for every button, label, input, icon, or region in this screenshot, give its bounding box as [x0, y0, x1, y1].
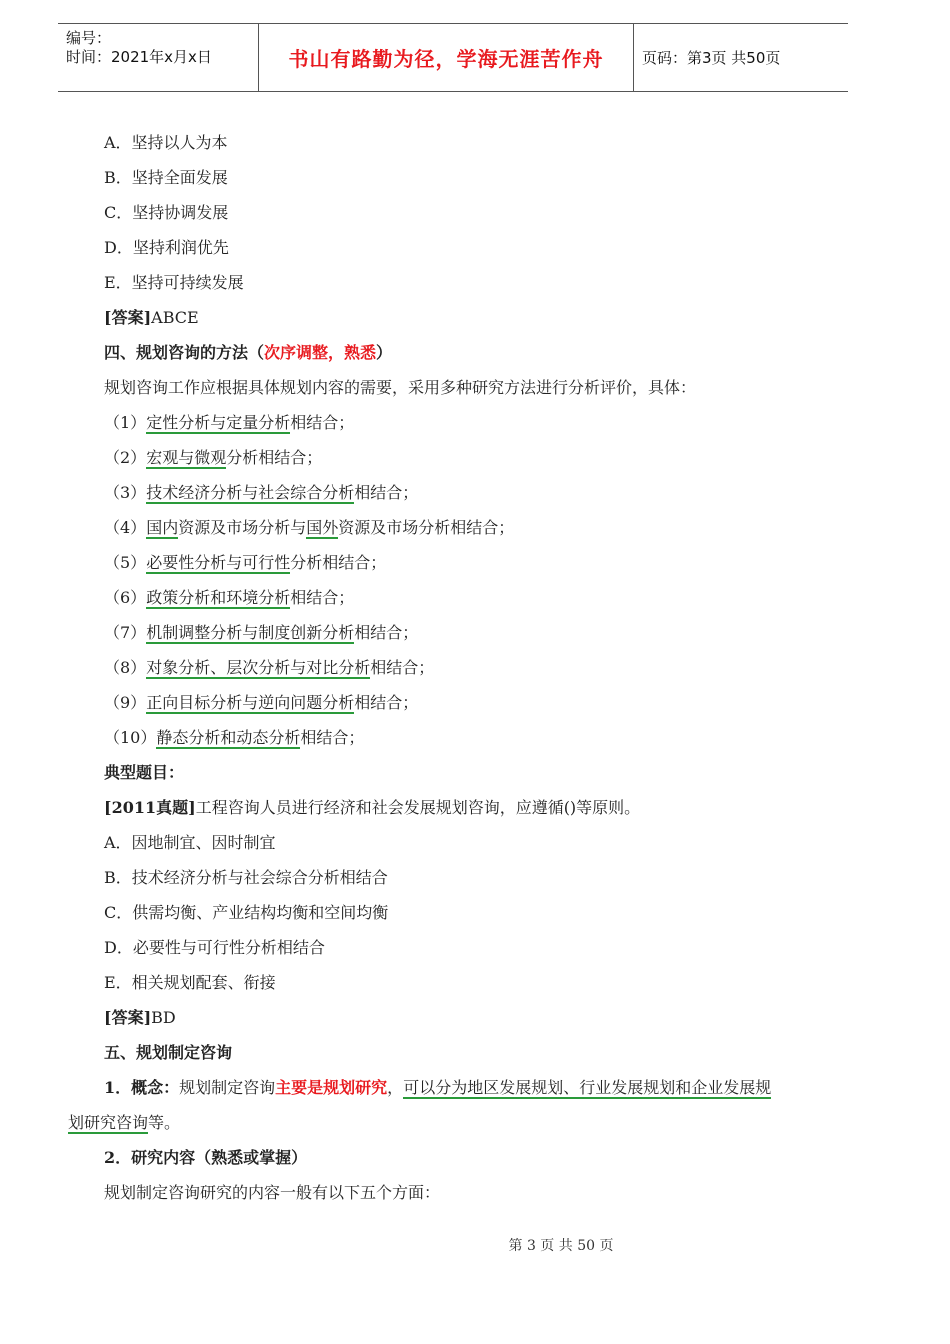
question-2011: [104, 797, 640, 819]
concept-highlight: 主要是规划研究: [275, 1078, 388, 1097]
section-5-title: 五、规划制定咨询: [104, 1043, 233, 1062]
footer-text: 第 3 页 共 50 页: [508, 1238, 614, 1254]
method-7: [104, 622, 418, 644]
method-rest: 相结合；: [370, 658, 435, 677]
q-option-b: B．技术经济分析与社会综合分析相结合: [104, 868, 388, 887]
q-option-d: D．必要性与可行性分析相结合: [104, 938, 325, 957]
method-num: （1）: [104, 413, 147, 432]
method-underlined: 必要性分析与可行性: [146, 553, 291, 572]
method-num: （10）: [104, 728, 157, 747]
page-header: [58, 23, 848, 92]
section-4-intro: 规划咨询工作应根据具体规划内容的需要，采用多种研究方法进行分析评价，具体：: [104, 378, 697, 397]
method-num: （3）: [104, 483, 147, 502]
method-num: （6）: [104, 588, 147, 607]
q-option-e: E．相关规划配套、衔接: [104, 973, 276, 992]
answer-label: [答案]: [104, 308, 152, 327]
method-8: [104, 657, 434, 679]
method-6: [104, 587, 354, 609]
method-num: （4）: [104, 518, 147, 537]
number-label: 编号：: [66, 29, 112, 47]
page-footer: [0, 1235, 950, 1255]
concept-line-2: [68, 1112, 180, 1134]
method-rest: 资源及市场分析相结合；: [338, 518, 515, 537]
concept-underlined-2: 划研究咨询: [68, 1113, 149, 1132]
typical-heading: 典型题目：: [104, 763, 185, 782]
question-tag: [2011真题]: [104, 798, 196, 817]
option-c: C．坚持协调发展: [104, 203, 229, 222]
concept-text: 规划制定咨询: [179, 1078, 276, 1097]
answer-label: [答案]: [104, 1008, 152, 1027]
answer-value: ABCE: [151, 308, 199, 327]
method-underlined: 定性分析与定量分析: [146, 413, 291, 432]
section-title-close: ）: [376, 343, 393, 362]
answer-value: BD: [151, 1008, 176, 1027]
content-intro: 规划制定咨询研究的内容一般有以下五个方面：: [104, 1183, 441, 1202]
section-4-title: [104, 342, 392, 364]
section-title-highlight: 次序调整，熟悉: [264, 343, 377, 362]
method-num: （7）: [104, 623, 147, 642]
method-num: （9）: [104, 693, 147, 712]
option-e: E．坚持可持续发展: [104, 273, 244, 292]
method-rest: 相结合；: [354, 483, 419, 502]
question-text: 工程咨询人员进行经济和社会发展规划咨询，应遵循()等原则。: [195, 798, 641, 817]
concept-underlined: 可以分为地区发展规划、行业发展规划和企业发展规: [403, 1078, 772, 1097]
time-label: 时间：2021年x月x日: [66, 48, 212, 66]
answer-1: [104, 307, 199, 329]
method-9: [104, 692, 418, 714]
method-1: [104, 412, 354, 434]
header-left-cell: [58, 24, 258, 91]
content-title: 2．研究内容（熟悉或掌握）: [104, 1148, 308, 1167]
method-underlined-2: 国外: [306, 518, 339, 537]
method-rest: 分析相结合；: [226, 448, 323, 467]
method-underlined: 政策分析和环境分析: [146, 588, 291, 607]
option-a: A．坚持以人为本: [104, 133, 228, 152]
method-rest: 相结合；: [354, 623, 419, 642]
method-rest: 相结合；: [290, 413, 355, 432]
option-b: B．坚持全面发展: [104, 168, 228, 187]
header-motto: 书山有路勤为径，学海无涯苦作舟: [258, 24, 634, 91]
answer-2: [104, 1007, 176, 1029]
method-mid: 资源及市场分析与: [178, 518, 307, 537]
method-num: （8）: [104, 658, 147, 677]
method-rest: 相结合；: [300, 728, 365, 747]
method-underlined: 技术经济分析与社会综合分析: [146, 483, 355, 502]
q-option-a: A．因地制宜、因时制宜: [104, 833, 276, 852]
method-rest: 分析相结合；: [290, 553, 387, 572]
concept-line-1: [104, 1077, 771, 1099]
option-d: D．坚持利润优先: [104, 238, 229, 257]
method-4: [104, 517, 514, 539]
method-underlined: 对象分析、层次分析与对比分析: [146, 658, 371, 677]
concept-label: 1．概念：: [104, 1078, 180, 1097]
method-5: [104, 552, 386, 574]
q-option-c: C．供需均衡、产业结构均衡和空间均衡: [104, 903, 389, 922]
method-2: [104, 447, 322, 469]
method-10: [104, 727, 364, 749]
method-rest: 相结合；: [354, 693, 419, 712]
header-page-info: 页码：第3页 共50页: [642, 49, 781, 67]
method-underlined: 宏观与微观: [146, 448, 227, 467]
concept-end: 等。: [148, 1113, 181, 1132]
method-3: [104, 482, 418, 504]
section-title-text: 四、规划咨询的方法（: [104, 343, 265, 362]
method-underlined: 静态分析和动态分析: [156, 728, 301, 747]
method-rest: 相结合；: [290, 588, 355, 607]
method-num: （2）: [104, 448, 147, 467]
method-num: （5）: [104, 553, 147, 572]
method-underlined: 国内: [146, 518, 179, 537]
concept-comma: ，: [387, 1078, 404, 1097]
method-underlined: 机制调整分析与制度创新分析: [146, 623, 355, 642]
method-underlined: 正向目标分析与逆向问题分析: [146, 693, 355, 712]
